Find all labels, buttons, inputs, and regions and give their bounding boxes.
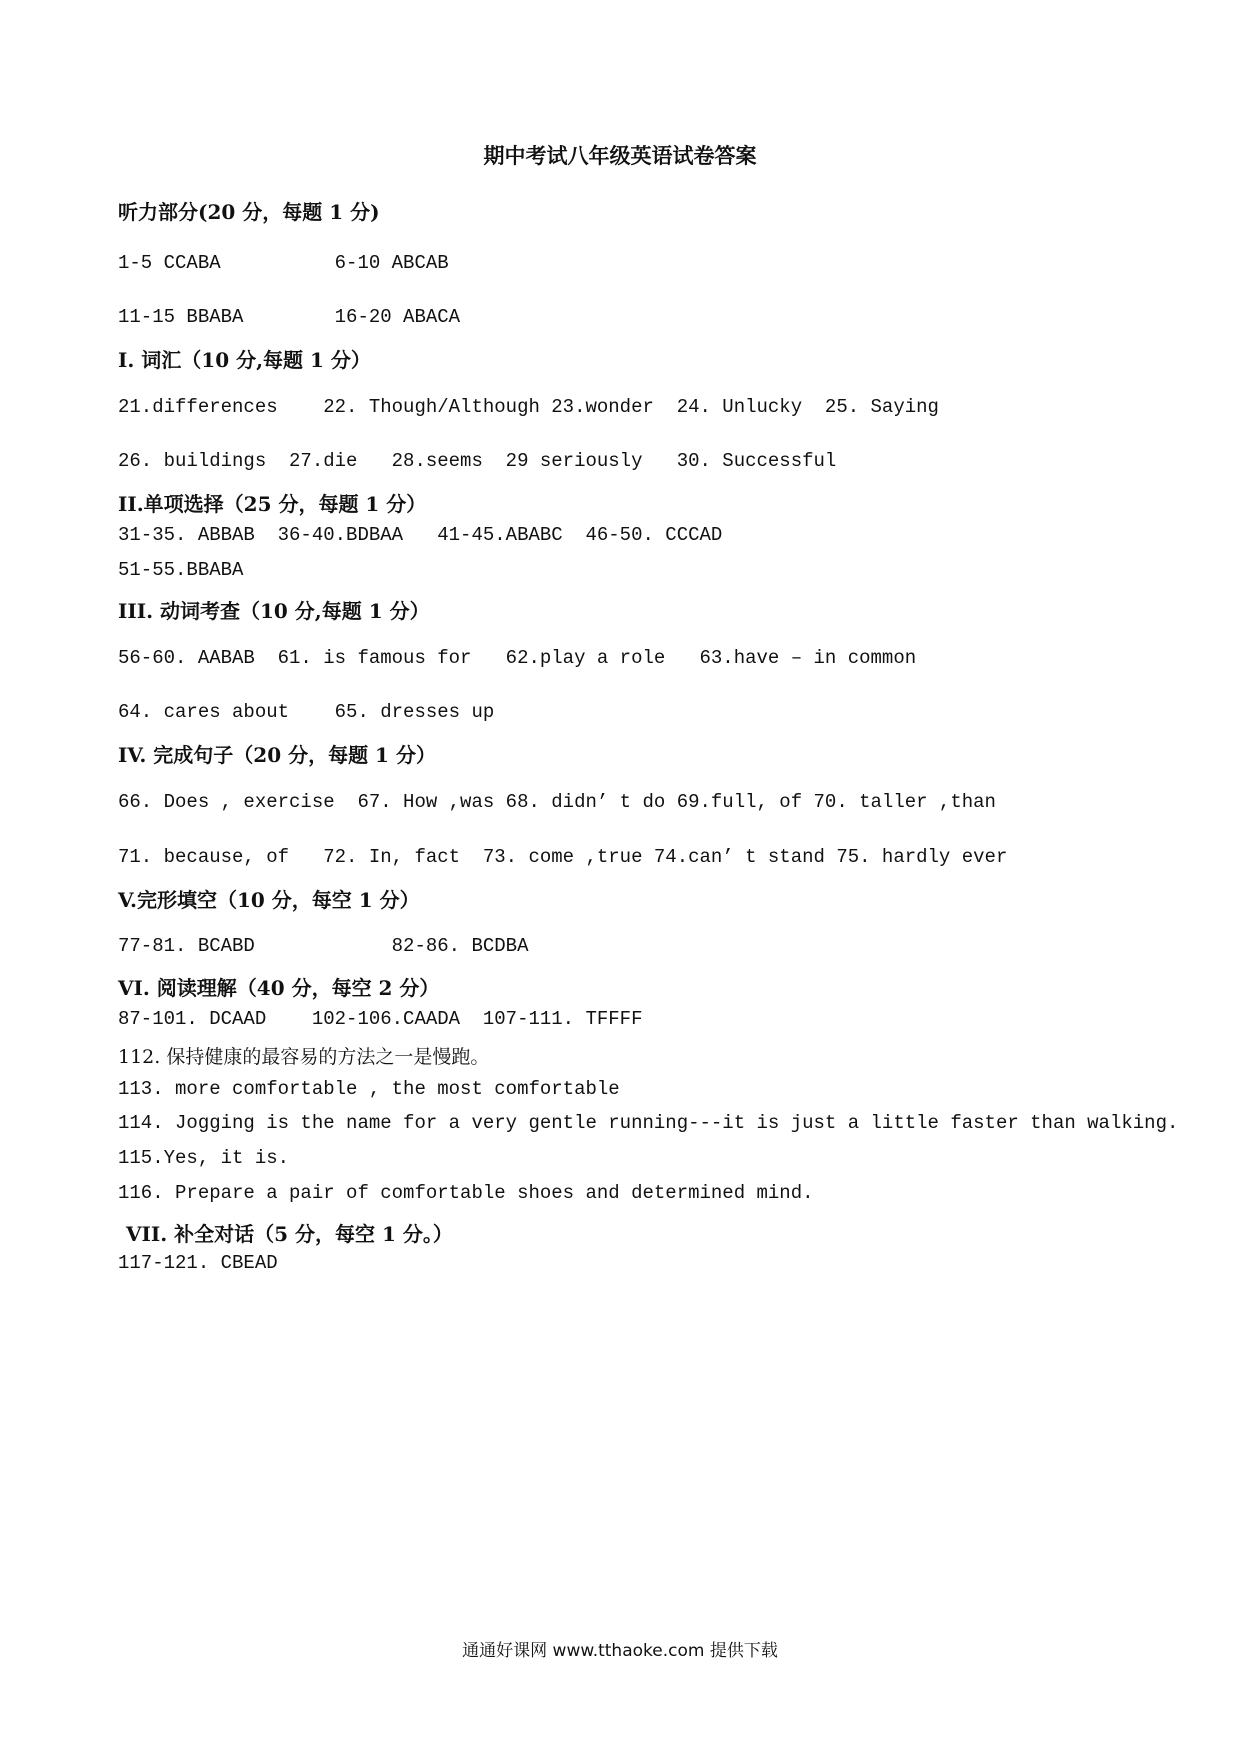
- section-heading-dialogue: VII. 补全对话（5 分，每空 1 分。）: [126, 1222, 453, 1246]
- answer-row: 51-55.BBABA: [118, 559, 244, 581]
- answer-row: 112. 保持健康的最容易的方法之一是慢跑。: [118, 1046, 490, 1068]
- section-heading-cloze: V.完形填空（10 分，每空 1 分）: [118, 888, 420, 912]
- page-title: 期中考试八年级英语试卷答案: [483, 143, 757, 168]
- answer-row: 66. Does , exercise 67. How ,was 68. didn’ t do 69.full, of 70. taller ,than: [118, 791, 996, 813]
- section-heading-verbs: III. 动词考查（10 分,每题 1 分）: [118, 599, 430, 623]
- answer-row: 71. because, of 72. In, fact 73. come ,true 74.can’ t stand 75. hardly ever: [118, 846, 1008, 868]
- answer-row: 11-15 BBABA 16-20 ABACA: [118, 306, 461, 328]
- section-heading-reading: VI. 阅读理解（40 分，每空 2 分）: [118, 976, 440, 1000]
- section-heading-vocabulary: I. 词汇（10 分,每题 1 分）: [118, 348, 371, 372]
- section-heading-single-choice: II.单项选择（25 分，每题 1 分）: [118, 492, 427, 516]
- answer-row: 114. Jogging is the name for a very gentle running---it is just a little faster than walking.: [118, 1112, 1179, 1134]
- answer-row: 113. more comfortable , the most comfortable: [118, 1078, 620, 1100]
- section-heading-listening: 听力部分(20 分，每题 1 分): [118, 200, 380, 224]
- section-heading-sentences: IV. 完成句子（20 分，每题 1 分）: [118, 743, 436, 767]
- answer-row: 31-35. ABBAB 36-40.BDBAA 41-45.ABABC 46-50. CCCAD: [118, 524, 723, 546]
- answer-row: 116. Prepare a pair of comfortable shoes and determined mind.: [118, 1182, 814, 1204]
- footer-credit: 通通好课网 www.tthaoke.com 提供下载: [462, 1641, 778, 1661]
- answer-row: 21.differences 22. Though/Although 23.wonder 24. Unlucky 25. Saying: [118, 396, 939, 418]
- answer-row: 26. buildings 27.die 28.seems 29 seriously 30. Successful: [118, 450, 837, 472]
- answer-row: 1-5 CCABA 6-10 ABCAB: [118, 252, 449, 274]
- answer-row: 87-101. DCAAD 102-106.CAADA 107-111. TFFFF: [118, 1008, 643, 1030]
- answer-row: 117-121. CBEAD: [118, 1252, 278, 1274]
- answer-row: 56-60. AABAB 61. is famous for 62.play a role 63.have – in common: [118, 647, 917, 669]
- answer-row: 77-81. BCABD 82-86. BCDBA: [118, 935, 529, 957]
- answer-row: 115.Yes, it is.: [118, 1147, 290, 1169]
- answer-row: 64. cares about 65. dresses up: [118, 701, 495, 723]
